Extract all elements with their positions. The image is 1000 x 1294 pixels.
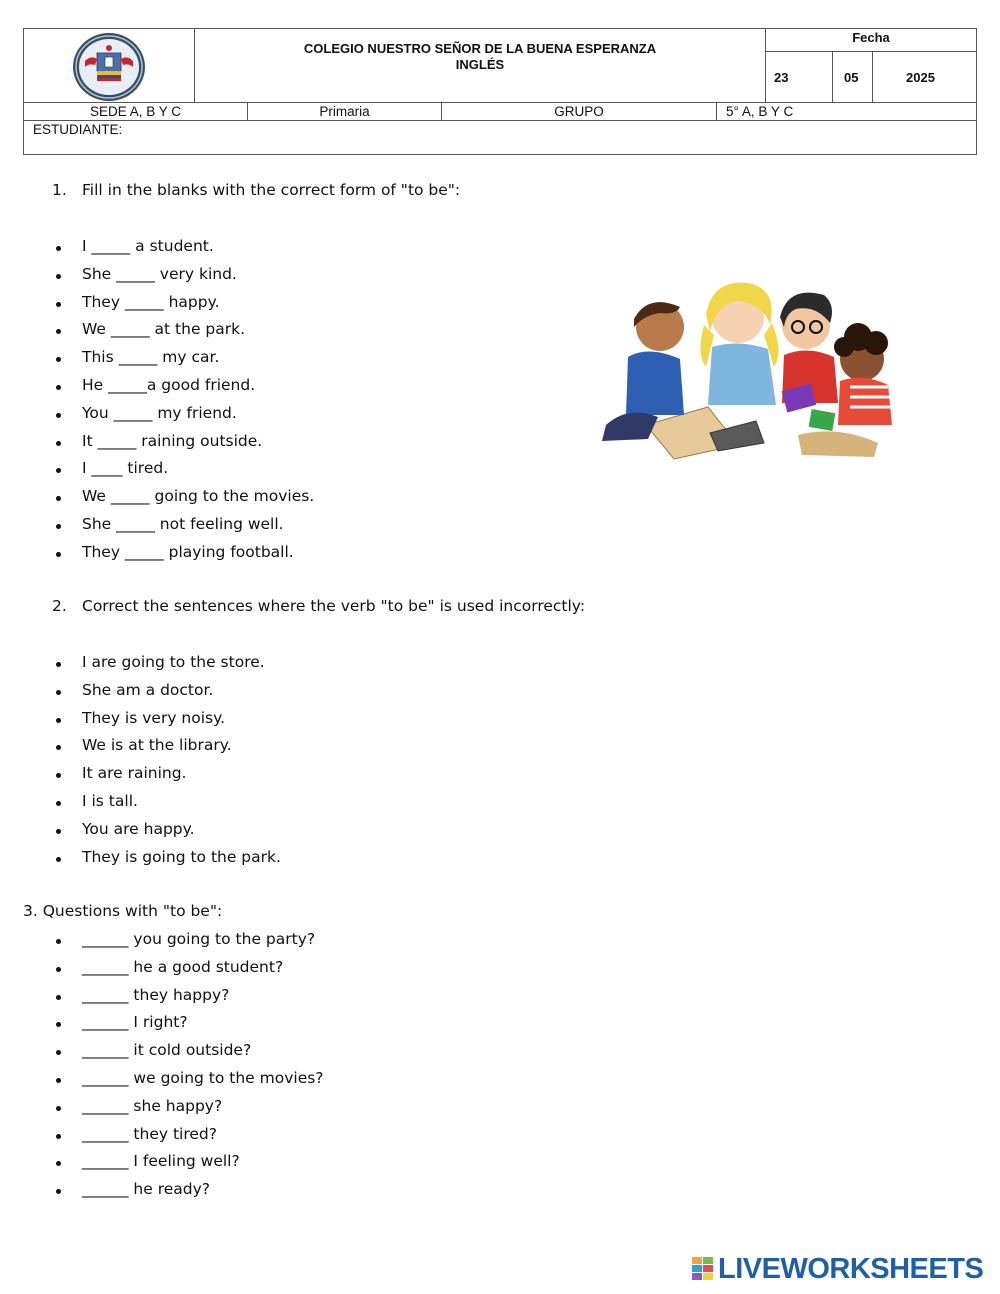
list-item-text[interactable]: ______ they happy?	[82, 985, 230, 1004]
section-3-heading: 3. Questions with "to be":	[23, 902, 223, 920]
date-col-divider	[832, 51, 833, 103]
group-label: GRUPO	[554, 104, 604, 119]
bullet-icon	[56, 1022, 61, 1027]
section-number: 2.	[52, 597, 67, 615]
date-month: 05	[844, 70, 859, 85]
list-item-text[interactable]: I _____ a student.	[82, 237, 214, 255]
header-table	[23, 28, 977, 155]
date-cell	[765, 28, 977, 103]
list-item-text[interactable]: They is going to the park.	[82, 847, 281, 866]
list-item-text[interactable]: She _____ very kind.	[82, 264, 237, 283]
list-item-text[interactable]: ______ she happy?	[82, 1096, 223, 1115]
bullet-icon	[56, 718, 61, 723]
subject-name: INGLÉS	[455, 57, 505, 72]
list-item-text[interactable]: ______ he a good student?	[82, 957, 284, 976]
brand-name: LIVEWORKSHEETS	[718, 1252, 984, 1285]
bullet-icon	[56, 857, 61, 862]
bullet-icon	[56, 829, 61, 834]
bullet-icon	[56, 939, 61, 944]
section-title: Correct the sentences where the verb "to be" is used incorrectly:	[82, 597, 586, 615]
list-item-text[interactable]: They is very noisy.	[82, 708, 225, 727]
bullet-icon	[56, 662, 61, 667]
date-day: 23	[774, 70, 789, 85]
bullet-icon	[56, 1134, 61, 1139]
bullet-icon	[56, 1050, 61, 1055]
list-item-text[interactable]: I ____ tired.	[82, 459, 169, 478]
bullet-icon	[56, 690, 61, 695]
cell-divider	[716, 103, 717, 121]
bullet-icon	[56, 246, 61, 251]
list-item-text[interactable]: We _____ at the park.	[82, 320, 246, 339]
list-item-text[interactable]: She _____ not feeling well.	[82, 515, 284, 533]
school-name: COLEGIO NUESTRO SEÑOR DE LA BUENA ESPERANZA	[303, 41, 657, 56]
bullet-icon	[56, 967, 61, 972]
bullet-icon	[56, 1189, 61, 1194]
list-item-text[interactable]: ______ he ready?	[82, 1180, 211, 1199]
bullet-icon	[56, 773, 61, 778]
list-item-text[interactable]: We is at the library.	[82, 736, 232, 755]
bullet-icon	[56, 995, 61, 1000]
bullet-icon	[56, 1161, 61, 1166]
bullet-icon	[56, 496, 61, 501]
list-item-text[interactable]: I is tall.	[82, 792, 138, 810]
date-divider	[766, 51, 976, 52]
bullet-icon	[56, 274, 61, 279]
info-row	[23, 102, 977, 121]
bullet-icon	[56, 524, 61, 529]
list-item-text[interactable]: I are going to the store.	[82, 653, 265, 671]
student-label: ESTUDIANTE:	[33, 122, 123, 137]
bullet-icon	[56, 468, 61, 473]
list-item-text[interactable]: This _____ my car.	[82, 348, 220, 367]
section-title: Fill in the blanks with the correct form of "to be":	[82, 181, 461, 199]
title-cell	[194, 28, 766, 103]
list-item-text[interactable]: ______ I feeling well?	[82, 1152, 240, 1171]
bullet-icon	[56, 413, 61, 418]
bullet-icon	[56, 357, 61, 362]
list-item-text[interactable]: We _____ going to the movies.	[82, 487, 315, 506]
list-item-text[interactable]: ______ you going to the party?	[82, 930, 316, 948]
section-number: 1.	[52, 181, 67, 199]
list-item-text[interactable]: She am a doctor.	[82, 680, 214, 699]
list-item-text[interactable]: ______ I right?	[82, 1013, 188, 1032]
list-item-text[interactable]: ______ it cold outside?	[82, 1041, 252, 1060]
list-item-text[interactable]: ______ we going to the movies?	[82, 1069, 324, 1087]
sede-value: SEDE A, B Y C	[89, 104, 182, 119]
bullet-icon	[56, 302, 61, 307]
logo-cell	[23, 28, 195, 103]
liveworksheets-brand[interactable]	[692, 1254, 983, 1284]
list-item-text[interactable]: It _____ raining outside.	[82, 431, 263, 450]
level-value: Primaria	[319, 104, 370, 119]
bullet-icon	[56, 1078, 61, 1083]
bullet-icon	[56, 385, 61, 390]
list-item-text[interactable]: They _____ playing football.	[82, 542, 294, 561]
list-item-text[interactable]: It are raining.	[82, 764, 187, 783]
list-item-text[interactable]: You _____ my friend.	[82, 403, 237, 422]
date-year: 2025	[906, 70, 935, 85]
list-item-text[interactable]: He _____a good friend.	[82, 376, 256, 394]
bullet-icon	[56, 552, 61, 557]
bullet-icon	[56, 441, 61, 446]
date-label: Fecha	[852, 30, 890, 45]
school-crest-logo	[71, 31, 147, 103]
date-col-divider	[872, 51, 873, 103]
bullet-icon	[56, 801, 61, 806]
list-item-text[interactable]: ______ they tired?	[82, 1124, 217, 1143]
bullet-icon	[56, 1106, 61, 1111]
bullet-icon	[56, 745, 61, 750]
student-row[interactable]	[23, 120, 977, 155]
group-value: 5° A, B Y C	[726, 104, 794, 119]
children-studying-illustration	[588, 275, 918, 465]
bullet-icon	[56, 329, 61, 334]
list-item-text[interactable]: They _____ happy.	[82, 292, 220, 311]
list-item-text[interactable]: You are happy.	[82, 819, 195, 838]
liveworksheets-logo-icon	[692, 1257, 714, 1281]
